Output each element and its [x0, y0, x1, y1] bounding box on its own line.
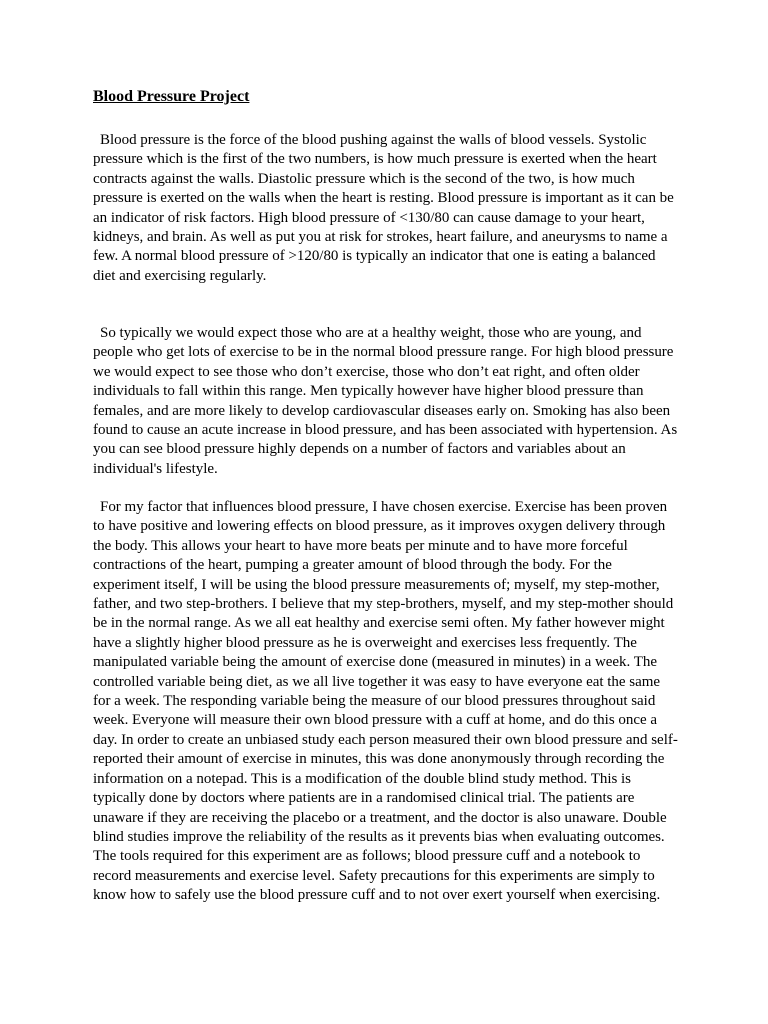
paragraph-experiment-design: For my factor that influences blood pressure, I have chosen exercise. Exercise has been proven to have positive and lowering effects on blood pressure, as it improves oxygen delivery through the body. This allows your heart to have more beats per minute and to have more forceful contractions of the heart, pumping a greater amount of blood through the body. For the experiment itself, I will be using the blood pressure measurements of; myself, my step-mother, father, and two step-brothers. I believe that my step-brothers, myself, and my step-mother should be in the normal range. As we all eat healthy and exercise semi often. My father however might have a slightly higher blood pressure as he is overweight and exercises less frequently. The manipulated variable being the amount of exercise done (measured in minutes) in a week. The controlled variable being diet, as we all live together it was easy to have everyone eat the same for a week. The responding variable being the measure of our blood pressures throughout said week. Everyone will measure their own blood pressure with a cuff at home, and do this once a day. In order to create an unbiased study each person measured their own blood pressure and self-reported their amount of exercise in minutes, this was done anonymously through recording the information on a notepad. This is a modification of the double blind study method. This is typically done by doctors where patients are in a randomised clinical trial. The patients are unaware if they are receiving the placebo or a treatment, and the doctor is also unaware. Double blind studies improve the reliability of the results as it prevents bias when evaluating outcomes. The tools required for this experiment are as follows; blood pressure cuff and a notebook to record measurements and exercise level. Safety precautions for this experiments are simply to know how to safely use the blood pressure cuff and to not over exert yourself when exercising. [93, 499, 678, 904]
document-title: Blood Pressure Project [93, 88, 250, 105]
paragraph-blood-pressure-definition: Blood pressure is the force of the blood pushing against the walls of blood vessels. Systolic pressure which is the first of the two numbers, is how much pressure is exerted when the heart contracts against the walls. Diastolic pressure which is the second of the two, is how much pressure is exerted on the walls when the heart is resting. Blood pressure is important as it can be an indicator of risk factors. High blood pressure of <130/80 can cause damage to your heart, kidneys, and brain. As well as put you at risk for strokes, heart failure, and aneurysms to name a few. A normal blood pressure of >120/80 is typically an indicator that one is eating a balanced diet and exercising regularly. [93, 132, 674, 284]
paragraph-expected-ranges: So typically we would expect those who are at a healthy weight, those who are young, and people who get lots of exercise to be in the normal blood pressure range. For high blood pressure we would expect to see those who don’t exercise, those who don’t eat right, and often older individuals to fall within this range. Men typically however have higher blood pressure than females, and are more likely to develop cardiovascular diseases early on. Smoking has also been found to cause an acute increase in blood pressure, and has been associated with hypertension. As you can see blood pressure highly depends on a number of factors and variables about an individual's lifestyle. [93, 325, 678, 477]
